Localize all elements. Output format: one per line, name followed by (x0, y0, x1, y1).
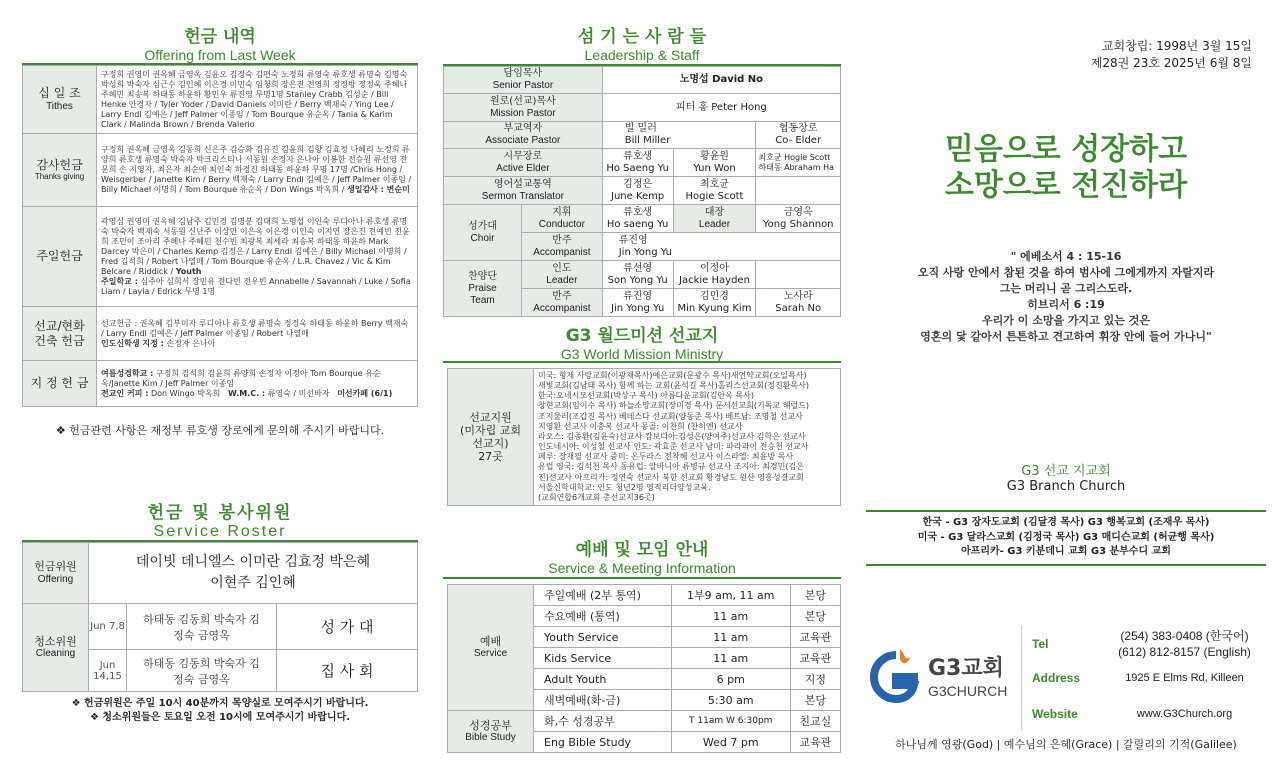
roster-subtitle: Service Roster (153, 523, 287, 540)
youth-label: Youth (175, 266, 202, 276)
translator-name-en: June Kemp (611, 190, 665, 202)
offering-title: 헌금 내역 (184, 27, 256, 47)
issue-info (1091, 38, 1252, 72)
choir-leader-label-en: Leader (698, 218, 731, 230)
praise-team-label-en: Team (470, 294, 495, 306)
choir-leader-label: 대장 (704, 206, 725, 218)
praise-accompanist-name-en: Min Kyung Kim (677, 302, 752, 314)
choir-leader-name-en: Yong Shannon (762, 218, 834, 230)
week-date: Jun 14,15 (89, 650, 127, 692)
service-name: 새벽예배(화-금) (534, 690, 672, 711)
mission-title: G3 월드미션 선교지 (565, 326, 719, 346)
conductor-label: 지휘 (552, 206, 572, 218)
service-name: 주일예배 (2부 통역) (534, 585, 672, 606)
school-names: 심주아 심희서 장민유 전다빈 전우빈 Annabelle / Savannah / Luke / Sofia Liam / Layla / Edrick 무명 1명 (101, 276, 411, 296)
associate-pastor-label: 부교역자 (503, 123, 543, 134)
offering-committee-label-en: Offering (37, 573, 74, 585)
offering-header (22, 22, 418, 63)
table-row (444, 149, 841, 177)
table-row (444, 94, 841, 122)
verse-line: 오직 사랑 안에서 참된 것을 하여 범사에 그에게까지 자랄지라 (917, 265, 1215, 279)
service-time: T 11am W 6:30pm (671, 711, 790, 732)
conductor-name: 류호생 (623, 206, 653, 218)
contact-grid (1021, 625, 1266, 730)
co-elder-label: 협동장로 (778, 123, 818, 134)
mission-line: 조지물러(조갑진 목사) 베데스다 선교회(양동준 목사) 베트남: 조명철 선교사 (538, 411, 803, 421)
active-elder-label: 시무장로 (503, 150, 543, 162)
branch-item: 아프리카- G3 키분데니 교회 G3 분부수디 교회 (961, 546, 1171, 557)
translator-name: 최호균 (699, 178, 729, 190)
roster-note (22, 697, 418, 725)
tel-korean: (254) 383-0408 (한국어) (1120, 629, 1249, 643)
accompanist-label-en: Accompanist (533, 246, 591, 258)
verse-line: 영혼의 닻 같아서 튼튼하고 견고하여 휘장 안에 들어 가나니" (920, 329, 1212, 343)
thanks-label-en: Thanks giving (34, 172, 85, 182)
elder-name: 류호생 (623, 150, 653, 162)
mission-offering-names: 선교헌금 : 권옥혜 김부미자 루디아나 류호생 류명숙 정정욱 하태동 하윤하 Berry 백재숙 / Larry Endl 김예은 / Jeff Palmer 이종임 / Robert 나열매 (101, 318, 409, 338)
branch-item: 미국 - G3 달라스교회 (김정국 목사) G3 매디슨교회 (허균행 목사) (917, 531, 1215, 543)
church-logo (866, 647, 1016, 707)
mission-line: 미국: 형제 사랑교회(이광재목사)예은교회(문광수 목사)새언약교회(오일목사) (538, 371, 807, 380)
table-row (448, 369, 841, 506)
mission-line: 새빛교회(김남태 목사) 함께 하는 교회(윤석길 목사)홀리스선교회(정진환목사) (538, 381, 810, 391)
table-row (444, 122, 841, 149)
praise-leader-label-en: Leader (546, 274, 578, 286)
associate-pastor-name-en: Bill Miller (624, 135, 671, 146)
service-time: 6 pm (671, 669, 790, 690)
active-elder-label-en: Active Elder (496, 162, 550, 174)
week-date: Jun 7,8 (89, 604, 127, 650)
address-row (1032, 671, 1267, 691)
mission-support-label: 선교지) (472, 437, 509, 451)
website-link[interactable]: www.G3Church.org (1136, 708, 1233, 720)
accompanist-label: 반주 (552, 234, 572, 246)
offering-table (22, 65, 418, 407)
table-row (444, 177, 841, 205)
table-row (448, 585, 841, 606)
issue-number: 제28권 23호 2025년 6월 8일 (1090, 55, 1252, 70)
wmc-names: 류영숙 / 미선바자 (267, 388, 330, 398)
mission-support-count: 27곳 (478, 450, 503, 464)
service-name: 화,수 성경공부 (534, 711, 672, 732)
elder-name-en: Ho Saeng Yu (606, 162, 669, 174)
praise-leader-name: 이정아 (699, 262, 729, 274)
table-row (23, 307, 418, 361)
conductor-name-en: Ho saeng Yu (606, 218, 669, 230)
service-place: 교육관 (790, 627, 840, 648)
coffee-names: Don Wingo 박옥희 (150, 388, 221, 398)
service-time: Wed 7 pm (671, 732, 790, 753)
contact-block (866, 625, 1266, 730)
service-time: 5:30 am (671, 690, 790, 711)
mission-pastor-label-en: Mission Pastor (490, 107, 556, 119)
staff-column (443, 0, 841, 777)
thanks-names: 구정희 권옥혜 금영옥 김동희 신은주 김승화 김유진 김윤희 김향 김효정 나혜리 노정희 류양희 류호생 류명숙 박숙자 박크리스티나 서동원 손정자 은나아 이봉한 전승원 류선영 전문희 손 지영자, 최은자 최순애 최인숙 하경진 하태동 하윤하 무명 17명 /Chris Hong / Weisgerber / Janette Kim / Berry 백재숙 / Larry Endl 김예은 / Jeff Palmer 이종임 / Billy Michael 이명희 / Tom Bourque 유순옥 / Don Wings 박옥희 / (101, 145, 412, 194)
worship-header (443, 535, 841, 576)
praise-leader-name-en: Jackie Hayden (679, 274, 750, 286)
service-place: 본당 (790, 690, 840, 711)
g3-logo-icon (866, 647, 926, 707)
roster-note-cleaning: ❖ 청소위원들은 토요일 오전 10시에 모여주시기 바랍니다. (89, 712, 351, 723)
mission-line: 라오스: 김종환(김윤숙)선교사 캄보디아:김성은(양여주)선교사 김학은 선교사 (538, 431, 806, 441)
offering-note: ❖ 헌금관련 사항은 재정부 류호생 장로에게 문의해 주시기 바랍니다. (55, 424, 385, 437)
mission-line: 창현교회(임이수 목사) 하늘소망교회(장미경 목사) 문서선교회(기독교 헤럴드) (538, 401, 810, 411)
mission-line: 지영환 선교사 이충복 선교사 몽골: 이찬희 (찬히엔) 선교사 (538, 421, 743, 431)
associate-pastor-label-en: Associate Pastor (485, 135, 561, 146)
website-row (1032, 707, 1267, 727)
table-row (23, 66, 418, 134)
mission-line: 인도네시아: 이성철 선교사 인도: 곽효준 선교사 남미: 파라과이 전승천 선교사 (538, 442, 809, 452)
elder-name-en: Yun Won (693, 162, 736, 174)
table-row (23, 134, 418, 207)
tithes-names: 구정희 권영미 권옥혜 금영옥 김윤오 김정숙 김편숙 노정희 류영숙 류호생 류명숙 김명숙 박성희 박숙자 심근수 김인혜 이은경 이민숙 임청희 장은진 전영희 정정방 정정욱 주혜나 주혜민 최송복 하태동 하윤하 황민우 류진영 무명1명 Stanley Crabb 김성순 / Bill Henke 안경자 / Tyler Yoder / David Daniels 이미란 / Berry 백재숙 / Ying Lee / Larry Endl 김예은 / Jeff Palmer 이종임 / Tom Bourque 유순옥 / Tania & Karim Clark / Malinda Brown / Brenda Valerio (97, 66, 418, 134)
vbs-names: 구정희 김석희 김윤희 류양희 손정자 이정아 Tom Bourque 유순옥/Janette Kim / Jeff Palmer 이종임 (101, 368, 381, 388)
accompanist-name: 류진영 (618, 234, 648, 246)
staff-subtitle: Leadership & Staff (584, 47, 700, 63)
address-label: Address (1032, 671, 1081, 685)
cleaning-label: 청소위원 (34, 634, 77, 648)
birthday-thanks: 생일감사 : 변순미 (346, 185, 410, 194)
bible-study-label-en: Bible Study (465, 732, 516, 744)
mission-subtitle: G3 World Mission Ministry (560, 346, 724, 362)
praise-accompanist-name-en: Sarah No (775, 302, 822, 314)
mission-line: 서울신학대학교: 인도 청년2명 영적리더양성교육. (538, 482, 711, 492)
service-time: 11 am (671, 606, 790, 627)
praise-accompanist-name: 김민경 (699, 290, 729, 302)
india-label: 인도신학생 지정 : (101, 338, 164, 348)
service-place: 교육관 (790, 648, 840, 669)
branch-header (866, 460, 1266, 494)
mission-line: (교회연합6개교회 총선교지36곳) (538, 492, 655, 502)
mission-list (534, 369, 841, 506)
mission-line: 한국:오네시모선교회(박상구 목사) 아름다운교회(김안옥 목사) (538, 391, 755, 401)
cleaning-label-en: Cleaning (35, 648, 76, 660)
mission-table (447, 368, 841, 506)
verse-line: 그는 머리니 곧 그리스도라. (999, 281, 1133, 295)
table-row (23, 604, 418, 650)
verse-line: 우리가 이 소망을 가지고 있는 것은 (982, 313, 1150, 327)
senior-pastor-label-en: Senior Pastor (492, 80, 554, 91)
table-row (23, 207, 418, 307)
praise-accompanist-name: 류진영 (623, 290, 653, 302)
offering-committee-label: 헌금위원 (34, 560, 77, 574)
praise-team-label-en: Praise (468, 282, 497, 294)
worship-table (447, 584, 841, 753)
translator-name-en: Hogie Scott (685, 190, 744, 202)
table-row (448, 711, 841, 732)
mission-line: 진)선교사 아프리카: 정연숙 선교사 북한 선교회 황경남도 원산 영흥성결교회 (538, 472, 804, 482)
praise-accompanist-name-en: Jin Yong Yu (611, 302, 665, 314)
sunday-label: 주일헌금 (36, 249, 83, 264)
mission-offering-label: 선교/현화 건축 헌금 (34, 319, 85, 348)
service-time: 1부9 am, 11 am (671, 585, 790, 606)
staff-header (443, 22, 841, 63)
translator-name: 김정은 (623, 178, 653, 190)
motto-line: 믿음으로 성장하고 (944, 132, 1188, 167)
coffee-label: 전교인 커피 : (101, 388, 149, 398)
verse-line: " 에베소서 4 : 15-16 (1010, 250, 1122, 263)
service-place: 지정 (790, 669, 840, 690)
praise-leader-name: 류선영 (623, 262, 653, 274)
service-name: Eng Bible Study (534, 732, 672, 753)
conductor-label-en: Conductor (538, 218, 585, 230)
cover-column (866, 0, 1266, 777)
translator-label-en: Sermon Translator (481, 190, 564, 202)
mission-header (443, 321, 841, 362)
co-elder-label-en: Co- Elder (775, 135, 822, 146)
founded-date: 교회창립: 1998년 3월 15일 (1101, 39, 1252, 53)
logo-text: G3교회 (928, 656, 1004, 681)
thanks-label: 감사헌금 (36, 158, 83, 172)
senior-pastor-label: 담임목사 (503, 68, 543, 79)
week-place: 성 가 대 (277, 604, 418, 650)
motto-line: 소망으로 전진하라 (944, 168, 1188, 203)
service-label-en: Service (473, 648, 508, 660)
table-row (23, 361, 418, 407)
worship-title: 예배 및 모임 안내 (575, 540, 709, 560)
branch-subtitle: G3 Branch Church (1006, 479, 1126, 494)
mission-line: 페루: 장재필 선교사 중미: 온두라스 전착혜 선교사 이스라엘: 최윤방 목사 (538, 452, 794, 462)
tithes-label: 십 일 조 (38, 86, 81, 101)
service-label: 예배 (479, 634, 502, 648)
service-time: 11 am (671, 648, 790, 669)
staff-table (443, 66, 841, 317)
praise-accompanist-label-en: Accompanist (533, 302, 591, 314)
accompanist-name-en: Jin Yong Yu (618, 246, 673, 258)
praise-accompanist-label: 반주 (552, 290, 572, 302)
verse-line: 히브리서 6 :19 (1027, 297, 1105, 311)
service-place: 친교실 (790, 711, 840, 732)
elder-name: 하태동 Abraham Ha (758, 162, 835, 172)
week-names: 하태동 김동희 박숙자 김정숙 금영옥 (127, 650, 277, 692)
praise-accompanist-name: 노사라 (783, 290, 813, 302)
scripture-verse (866, 249, 1266, 345)
offering-subtitle: Offering from Last Week (144, 47, 296, 63)
table-row (444, 67, 841, 94)
mission-support-label: 선교지원 (469, 410, 512, 424)
branch-list (866, 510, 1266, 566)
service-place: 교육관 (790, 732, 840, 753)
service-place: 본당 (790, 606, 840, 627)
translator-label: 영어설교통역 (493, 178, 552, 190)
service-name: Kids Service (534, 648, 672, 669)
roster-header (22, 498, 418, 541)
mission-support-label: (미자립 교회 (460, 423, 521, 437)
staff-title: 섬 기 는 사 람 들 (577, 27, 707, 47)
worship-subtitle: Service & Meeting Information (548, 560, 736, 576)
tithes-label-en: Tithes (46, 100, 73, 112)
mission-pastor-label: 원로(선교)목사 (489, 95, 556, 107)
branch-title: G3 선교 지교회 (1021, 464, 1111, 479)
branch-item: 한국 - G3 장자도교회 (김달경 목사) G3 행복교회 (조재우 목사) (922, 517, 1210, 528)
elder-name: 황윤원 (699, 150, 729, 162)
elder-name: 최호균 Hogie Scott (758, 152, 831, 162)
india-names: 손정자 은나아 (166, 338, 216, 348)
week-names: 하태동 김동희 박숙자 김정숙 금영옥 (127, 604, 277, 650)
tel-row (1032, 629, 1267, 661)
service-name: Youth Service (534, 627, 672, 648)
wmc-label: W.M.C. : (228, 388, 266, 398)
praise-team-label: 찬양단 (468, 270, 497, 282)
designated-label: 지 정 헌 금 (30, 376, 89, 391)
choir-label-en: Choir (470, 232, 495, 244)
mission-line: 유럽 영국: 김석천 목사 동유럽: 알바니아 류병규 선교사 조지아: 최경민(김은 (538, 462, 804, 472)
school-label: 주일학교 : (101, 276, 138, 286)
offering-committee-names: 데이빗 데니엘스 이미란 김효정 박은혜 이현주 김인혜 (89, 543, 418, 604)
offering-column (22, 0, 418, 777)
tel-label: Tel (1032, 637, 1049, 651)
footer-tagline: 하나님께 영광(God) | 예수님의 은혜(Grace) | 갈릴리의 기적(Galilee) (895, 738, 1237, 751)
logo-text-en: G3CHURCH (928, 683, 1008, 699)
address-value: 1925 E Elms Rd, Killeen (1125, 672, 1244, 684)
service-name: 수요예배 (통역) (534, 606, 672, 627)
mission-pastor-name: 피터 홍 Peter Hong (602, 94, 840, 122)
senior-pastor-name: 노명섭 David No (602, 67, 840, 94)
misun-cafe: 미선카페 (6/1) (337, 388, 393, 398)
praise-leader-name-en: Son Yong Yu (607, 274, 668, 286)
website-label: Website (1032, 707, 1078, 721)
vbs-label: 여름성경학교 : (101, 368, 154, 378)
tel-english: (612) 812-8157 (English) (1118, 644, 1251, 659)
roster-table (22, 542, 418, 692)
roster-note-offering: ❖ 헌금위원은 주일 10시 40분까지 목양실로 모여주시기 바랍니다. (71, 698, 369, 709)
church-motto (866, 132, 1266, 204)
week-place: 집 사 회 (277, 650, 418, 692)
table-row (444, 261, 841, 289)
sunday-names: 곽영심 권영미 권옥혜 김남주 김민경 김명분 김대희 노명섭 이인숙 루디아나 류호생 류명숙 박숙자 백재숙 서동원 신난주 이상만 이은옥 이은경 이인숙 이지연 장은진 전예빈 전윤희 조민이 조아리 주혜나 주혜민 천수빈 최광복 최세라 최송복 하태동 하윤하 Mark Darcey 박은미 / Charles Kemp 김정은 / Larry Endl 김예은 / Billy Michael 이명희 / Fred 김석희 / Robert 나열매 / Tom Bourque 유순옥 / L.R. Chavez / Vic & Kim Belcare / Riddick / (101, 216, 410, 276)
table-row (23, 543, 418, 604)
service-time: 11 am (671, 627, 790, 648)
praise-leader-label: 인도 (552, 262, 572, 274)
associate-pastor-name: 빌 밀러 (624, 123, 657, 134)
bible-study-label: 성경공부 (469, 718, 512, 732)
service-name: Adult Youth (534, 669, 672, 690)
roster-title: 헌금 및 봉사위원 (147, 503, 293, 523)
service-place: 본당 (790, 585, 840, 606)
table-row (444, 205, 841, 233)
choir-leader-name: 금영옥 (783, 206, 813, 218)
choir-label: 성가대 (468, 220, 497, 232)
